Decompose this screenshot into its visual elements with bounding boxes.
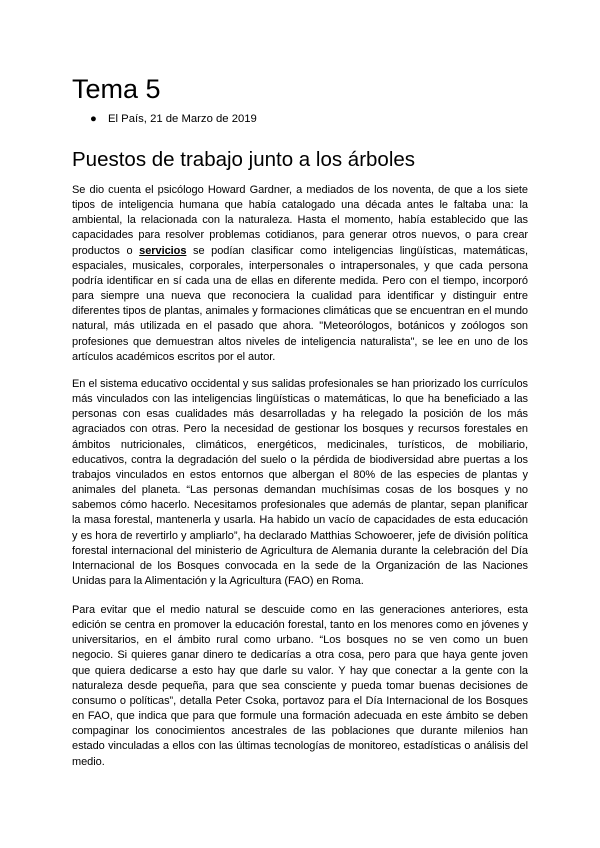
servicios-link[interactable]: servicios [139,244,187,257]
article-paragraph-3: Para evitar que el medio natural se descuide como en las generaciones anteriores, esta edición se centra en promover la educación forestal, tanto en los menores como en jóvenes y universitarios, en el ámbito rural como urbano. “Los bosques no se ven como un buen negocio. Si quieres ganar dinero te dedicarías a otra cosa, pero para que haya gente joven que quiera dedicarse a esto hay que darle su valor. Y hay que conectar a la gente con la naturaleza desde pequeña, para que sea consciente y pueda tomar buenas decisiones de consumo o políticas”, detalla Peter Csoka, portavoz para el Día Internacional de los Bosques en FAO, que indica que para que formule una formación adecuada en este ámbito se deben compaginar los conocimientos ancestrales de las poblaciones que durante milenios han estado vinculadas a ellos con las últimas tecnologías de monitoreo, estadísticas o análisis del medio. [72,604,528,768]
article-heading: Puestos de trabajo junto a los árboles [72,148,416,171]
document-title: Tema 5 [72,74,161,104]
source-list-item [90,112,257,126]
paragraph-1-text-start: Se dio cuenta el psicólogo Howard Gardner, a mediados de los noventa, de que a los siete tipos de inteligencia humana que había catalogado una década antes le faltaba una: la ambiental, la relacionada con la naturaleza. Hasta el momento, había establecido que las capacidades para resolver problemas cotidianos, para generar otros nuevos, o para crear productos o [72,184,528,257]
article-paragraph-1 [72,183,528,365]
bullet-icon: ● [90,113,97,125]
paragraph-1-text-end: se podían clasificar como inteligencias lingüísticas, matemáticas, espaciales, musicales, corporales, interpersonales o intrapersonales, y que cada persona podría identificar en sí cada una de ellas en diferente medida. Pero con el tiempo, incorporó para siempre una nueva que reconociera la cualidad para identificar y distinguir entre diferentes tipos de plantas, animales y formaciones climáticas que se encuentran en el mundo natural, más utilizada en el pasado que ahora. "Meteorólogos, botánicos y zoólogos son profesiones que demuestran altos niveles de inteligencia naturalista", se lee en uno de los artículos académicos escritos por el autor. [72,244,528,363]
article-paragraph-2: En el sistema educativo occidental y sus salidas profesionales se han priorizado los currículos más vinculados con las inteligencias lingüísticas o matemáticas, lo que ha beneficiado a las personas con esas cualidades más desarrolladas y ha relegado la posición de los más agraciados con otras. Pero la necesidad de gestionar los bosques y recursos forestales en ámbitos nutricionales, climáticos, energéticos, medicinales, turísticos, de mobiliario, educativos, contra la degradación del suelo o la pérdida de biodiversidad abre puertas a los trabajos vinculados en estos entornos que albergan el 80% de las especies de plantas y animales del planeta. “Las personas demandan muchísimas cosas de los bosques y no sabemos cómo hacerlo. Necesitamos profesionales que además de plantar, sepan planificar la masa forestal, mantenerla y usarla. Ha habido un vacío de capacidades de esta educación y es hora de revertirlo y ampliarlo”, ha declarado Matthias Schowoerer, jefe de división política forestal internacional del ministerio de Agricultura de Alemania durante la celebración del Día Internacional de los Bosques convocada en la sede de la Organización de las Naciones Unidas para la Alimentación y la Agricultura (FAO) en Roma. [72,378,528,588]
source-list [90,112,257,126]
source-citation: El País, 21 de Marzo de 2019 [108,113,257,125]
